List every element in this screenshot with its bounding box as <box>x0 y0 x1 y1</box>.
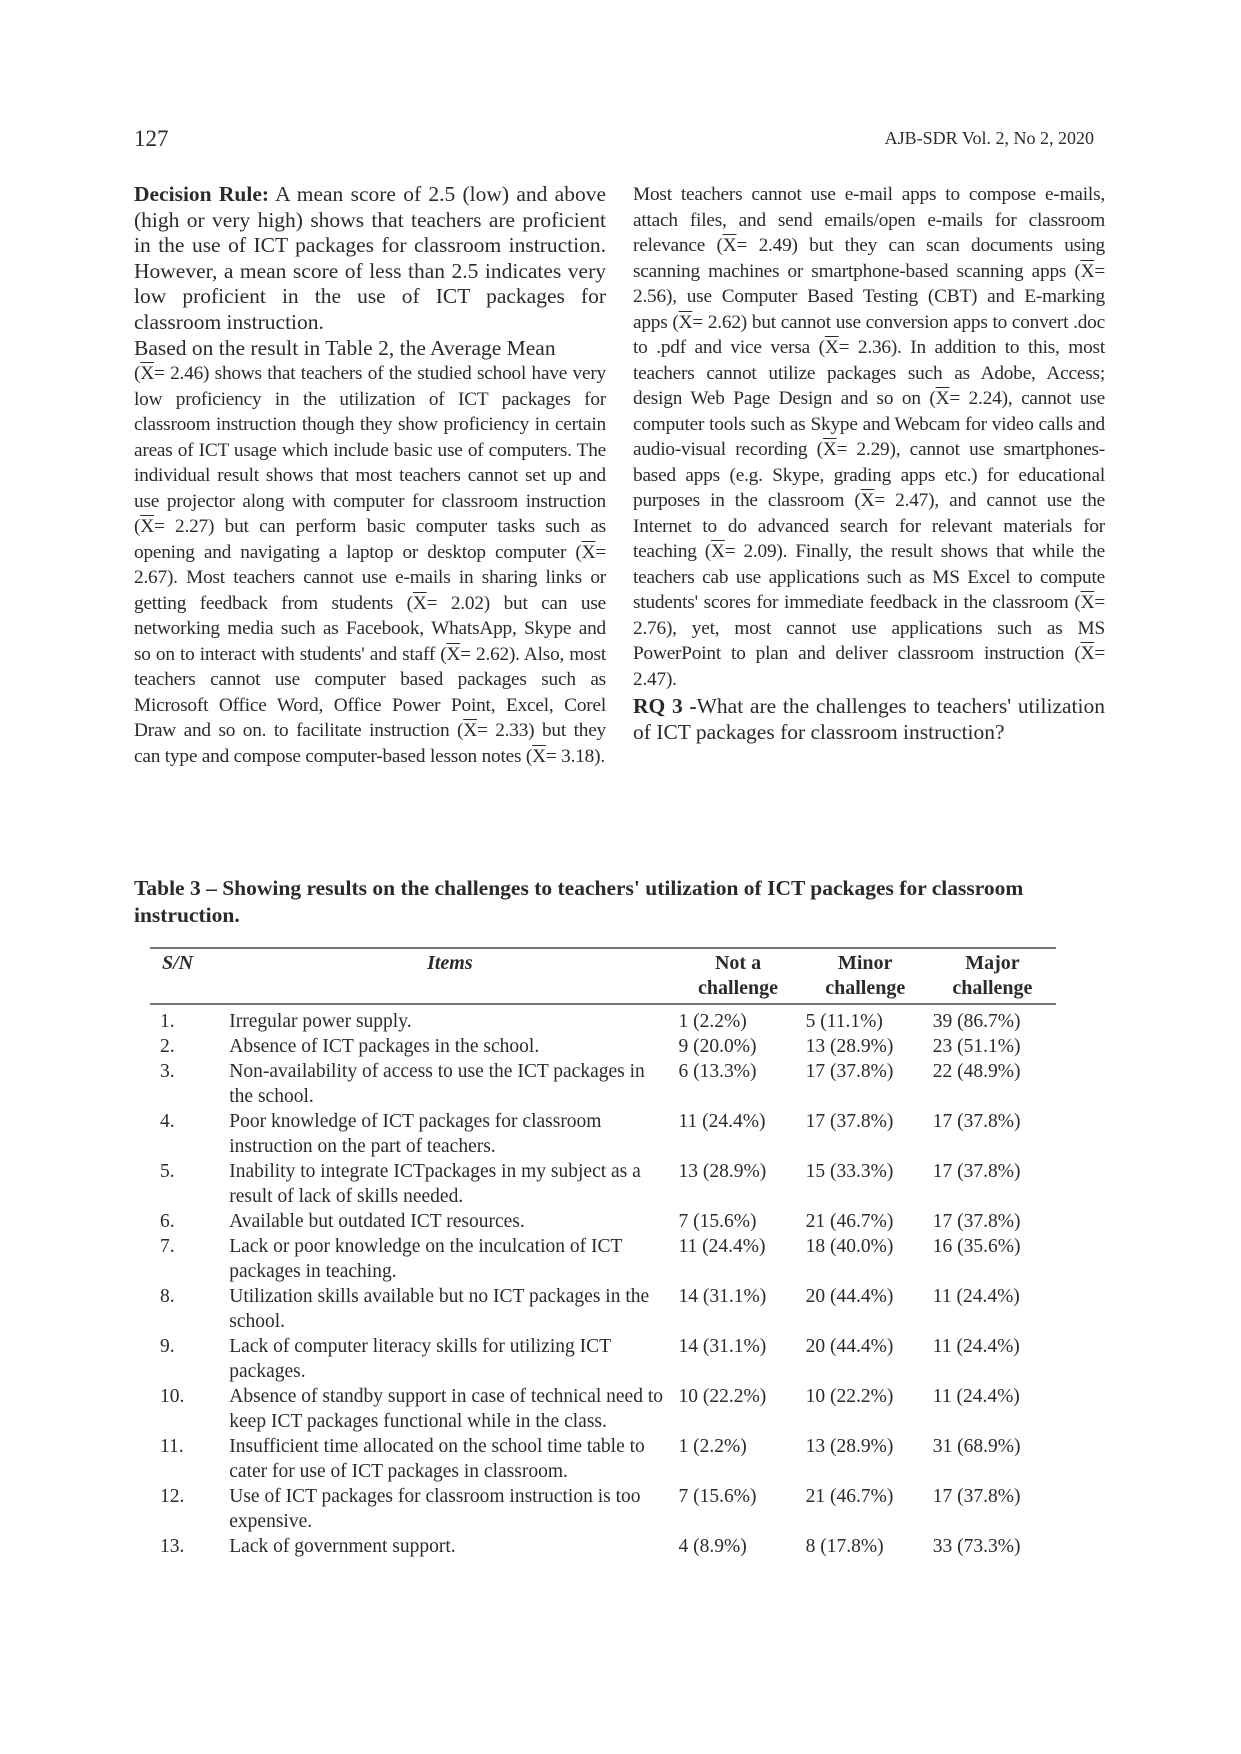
row-major-challenge: 11 (24.4%) <box>932 1286 1020 1307</box>
row-sn: 5. <box>160 1161 175 1182</box>
text-segment: = 2.29), cannot use smartphones-based apps (e.g. Skype, grading apps etc.) for educational purposes in the classroom ( <box>633 439 1106 511</box>
header-line: challenge <box>698 977 779 999</box>
mean-symbol: $\overline{X}$ <box>140 516 154 538</box>
table-row <box>150 1209 1056 1234</box>
row-sn: 11. <box>160 1436 184 1457</box>
table-row <box>150 1334 1056 1384</box>
row-minor-challenge: 13 (28.9%) <box>805 1036 894 1057</box>
row-item: Insufficient time allocated on the school time table to cater for use of ICT packages in classroom. <box>229 1436 645 1482</box>
row-minor-challenge: 15 (33.3%) <box>805 1161 894 1182</box>
header-line: Minor <box>837 952 893 974</box>
row-minor-challenge: 17 (37.8%) <box>805 1061 894 1082</box>
text-segment: Most teachers cannot use e-mail apps to compose e-mails, attach files, and send emails/open e-mails for classroom relevance ( <box>633 184 1105 256</box>
header-major-challenge <box>929 948 1056 1004</box>
table-row <box>150 1004 1056 1034</box>
text-segment: = 2.09). Finally, the result shows that while the teachers cab use applications such as MS Excel to compute students' scores for immediate feedback in the classroom ( <box>633 541 1105 613</box>
row-item: Utilization skills available but no ICT packages in the school. <box>229 1286 650 1332</box>
row-not-a-challenge: 13 (28.9%) <box>678 1161 767 1182</box>
text-segment: = 3.18). <box>545 745 605 767</box>
text-segment: = 2.47). <box>633 643 1105 690</box>
row-not-a-challenge: 9 (20.0%) <box>678 1036 757 1057</box>
row-item: Non-availability of access to use the ICT packages in the school. <box>229 1061 645 1107</box>
row-not-a-challenge: 7 (15.6%) <box>678 1486 757 1507</box>
row-major-challenge: 17 (37.8%) <box>932 1211 1021 1232</box>
mean-symbol: $\overline{X}$ <box>860 490 875 511</box>
row-major-challenge: 23 (51.1%) <box>932 1036 1021 1057</box>
row-item: Use of ICT packages for classroom instruction is too expensive. <box>229 1486 641 1532</box>
mean-symbol: $\overline{X}$ <box>822 439 837 460</box>
row-not-a-challenge: 6 (13.3%) <box>678 1061 757 1082</box>
journal-reference: AJB-SDR Vol. 2, No 2, 2020 <box>884 128 1094 148</box>
mean-symbol: $\overline{X}$ <box>1080 643 1095 664</box>
row-major-challenge: 17 (37.8%) <box>932 1111 1021 1132</box>
decision-rule-text: A mean score of 2.5 (low) and above (high or very high) shows that teachers are proficient in the use of ICT packages for classroom instruction. However, a mean score of less than 2.5 indicates very low proficient in the use of ICT packages for classroom instruction. <box>134 182 606 334</box>
mean-symbol: $\overline{X}$ <box>711 541 725 562</box>
row-minor-challenge: 17 (37.8%) <box>805 1111 894 1132</box>
text-segment: = 2.27) but can perform basic computer tasks such as opening and navigating a laptop or desktop computer ( <box>134 516 606 563</box>
mean-symbol: $\overline{X}$ <box>581 541 596 563</box>
table-row <box>150 1034 1056 1059</box>
mean-symbol: $\overline{X}$ <box>446 643 461 665</box>
row-not-a-challenge: 1 (2.2%) <box>678 1011 747 1032</box>
table-row <box>150 1234 1056 1284</box>
row-major-challenge: 17 (37.8%) <box>932 1486 1021 1507</box>
mean-symbol: $\overline{X}$ <box>935 388 950 409</box>
row-not-a-challenge: 10 (22.2%) <box>678 1386 767 1407</box>
header-minor-challenge <box>802 948 929 1004</box>
row-sn: 9. <box>160 1336 175 1357</box>
row-sn: 13. <box>160 1536 185 1557</box>
row-major-challenge: 22 (48.9%) <box>932 1061 1021 1082</box>
row-not-a-challenge: 7 (15.6%) <box>678 1211 757 1232</box>
mean-symbol: $\overline{X}$ <box>463 720 477 742</box>
row-major-challenge: 39 (86.7%) <box>932 1011 1021 1032</box>
rq-label: RQ 3 - <box>633 694 697 718</box>
text-segment: = 2.56), use Computer Based Testing (CBT) and E-marking apps ( <box>633 260 1105 333</box>
text-segment: = 2.76), yet, most cannot use applications such as MS PowerPoint to plan and deliver classroom instruction ( <box>633 592 1105 664</box>
text-segment: = 2.02) but can use networking media such as Facebook, WhatsApp, Skype and so on to interact with students' and staff ( <box>134 592 606 665</box>
header-line: Not a <box>714 952 762 974</box>
header-line: challenge <box>825 977 906 999</box>
header-line: challenge <box>952 977 1033 999</box>
text-segment: = 2.67). Most teachers cannot use e-mails in sharing links or getting feedback from students ( <box>134 541 606 614</box>
row-not-a-challenge: 14 (31.1%) <box>678 1286 767 1307</box>
table-row <box>150 1384 1056 1434</box>
row-minor-challenge: 5 (11.1%) <box>805 1011 883 1032</box>
table-row <box>150 1109 1056 1159</box>
row-sn: 10. <box>160 1386 185 1407</box>
row-minor-challenge: 10 (22.2%) <box>805 1386 894 1407</box>
mean-symbol: $\overline{X}$ <box>1080 260 1095 282</box>
row-minor-challenge: 20 (44.4%) <box>805 1336 894 1357</box>
header-line: Major <box>965 952 1020 974</box>
row-item: Absence of ICT packages in the school. <box>229 1036 540 1057</box>
row-sn: 2. <box>160 1036 175 1057</box>
row-major-challenge: 31 (68.9%) <box>932 1436 1021 1457</box>
row-item: Irregular power supply. <box>229 1011 412 1032</box>
row-item: Absence of standby support in case of technical need to keep ICT packages functional while in the class. <box>229 1386 663 1432</box>
row-not-a-challenge: 14 (31.1%) <box>678 1336 767 1357</box>
text-segment: = 2.24), cannot use computer tools such as Skype and Webcam for video calls and audio-visual recording ( <box>633 388 1105 460</box>
row-item: Available but outdated ICT resources. <box>229 1211 525 1232</box>
table-row <box>150 1484 1056 1534</box>
results-paragraph-right <box>633 182 1105 692</box>
table-header-row <box>150 948 1056 1004</box>
mean-symbol: $\overline{X}$ <box>1080 592 1095 613</box>
header-items: Items <box>225 948 674 1004</box>
header-sn: S/N <box>150 948 225 1004</box>
row-major-challenge: 16 (35.6%) <box>932 1236 1021 1257</box>
text-segment: = 2.47), and cannot use the Internet to do advanced search for relevant materials for teaching ( <box>633 490 1105 562</box>
row-major-challenge: 33 (73.3%) <box>932 1536 1021 1557</box>
row-sn: 12. <box>160 1486 185 1507</box>
table-row <box>150 1434 1056 1484</box>
text-segment: = 2.36). In addition to this, most teachers cannot utilize packages such as Adobe, Access; design Web Page Design and so on ( <box>633 337 1105 409</box>
row-item: Poor knowledge of ICT packages for classroom instruction on the part of teachers. <box>229 1111 602 1157</box>
text-segment: = 2.46) shows that teachers of the studied school have very low proficiency in the utilization of ICT packages for classroom instruction though they show proficiency in certain areas of ICT usage which include basic use of computers. The individual result shows that most teachers cannot set up and use projector along with computer for classroom instruction ( <box>134 363 606 538</box>
row-sn: 3. <box>160 1061 175 1082</box>
text-segment: = 2.33) but they can type and compose computer-based lesson notes ( <box>134 720 606 767</box>
row-sn: 4. <box>160 1111 175 1132</box>
text-segment: ( <box>134 363 141 385</box>
table-row <box>150 1059 1056 1109</box>
table-caption: Table 3 – Showing results on the challenges to teachers' utilization of ICT packages for classroom instruction. <box>134 876 1024 927</box>
table-row <box>150 1284 1056 1334</box>
page-number: 127 <box>134 126 169 151</box>
mean-symbol: $\overline{X}$ <box>722 235 737 256</box>
decision-rule-label: Decision Rule: <box>134 182 270 206</box>
table-row <box>150 1534 1056 1559</box>
row-minor-challenge: 20 (44.4%) <box>805 1286 894 1307</box>
based-intro: Based on the result in Table 2, the Average Mean <box>134 335 556 360</box>
mean-symbol: $\overline{X}$ <box>140 363 154 385</box>
row-not-a-challenge: 11 (24.4%) <box>678 1236 766 1257</box>
row-item: Inability to integrate ICTpackages in my subject as a result of lack of skills needed. <box>229 1161 641 1207</box>
text-segment: = 2.62). Also, most teachers cannot use computer based packages such as Microsoft Office Word, Office Power Point, Excel, Corel Draw and so on. to facilitate instruction ( <box>134 643 606 742</box>
table-row <box>150 1159 1056 1209</box>
row-item: Lack of government support. <box>229 1536 456 1557</box>
row-minor-challenge: 21 (46.7%) <box>805 1211 894 1232</box>
row-not-a-challenge: 1 (2.2%) <box>678 1436 747 1457</box>
row-minor-challenge: 13 (28.9%) <box>805 1436 894 1457</box>
row-sn: 7. <box>160 1236 175 1257</box>
decision-rule-paragraph <box>134 182 606 336</box>
research-question-3 <box>633 694 1105 745</box>
row-sn: 8. <box>160 1286 175 1307</box>
challenges-table <box>150 947 1056 1559</box>
row-major-challenge: 11 (24.4%) <box>932 1386 1020 1407</box>
row-not-a-challenge: 11 (24.4%) <box>678 1111 766 1132</box>
row-sn: 6. <box>160 1211 175 1232</box>
mean-symbol: $\overline{X}$ <box>824 337 839 358</box>
text-segment: = 2.49) but they can scan documents using scanning machines or smartphone-based scanning apps ( <box>633 235 1105 282</box>
row-major-challenge: 11 (24.4%) <box>932 1336 1020 1357</box>
text-segment: = 2.62) but cannot use conversion apps to convert .doc to .pdf and vice versa ( <box>633 311 1105 358</box>
rq-text: What are the challenges to teachers' utilization of ICT packages for classroom instruction? <box>633 694 1105 744</box>
results-paragraph-left <box>134 361 606 769</box>
mean-symbol: $\overline{X}$ <box>678 311 693 333</box>
row-major-challenge: 17 (37.8%) <box>932 1161 1021 1182</box>
mean-symbol: $\overline{X}$ <box>532 745 546 767</box>
row-minor-challenge: 8 (17.8%) <box>805 1536 884 1557</box>
header-not-a-challenge <box>674 948 801 1004</box>
right-column <box>633 182 1105 745</box>
mean-symbol: $\overline{X}$ <box>412 592 427 614</box>
row-minor-challenge: 18 (40.0%) <box>805 1236 894 1257</box>
table-body <box>150 1004 1056 1559</box>
row-not-a-challenge: 4 (8.9%) <box>678 1536 747 1557</box>
row-item: Lack or poor knowledge on the inculcation of ICT packages in teaching. <box>229 1236 623 1282</box>
row-item: Lack of computer literacy skills for utilizing ICT packages. <box>229 1336 611 1382</box>
row-minor-challenge: 21 (46.7%) <box>805 1486 894 1507</box>
left-column <box>134 182 606 769</box>
row-sn: 1. <box>160 1011 175 1032</box>
page-header <box>134 126 1107 156</box>
